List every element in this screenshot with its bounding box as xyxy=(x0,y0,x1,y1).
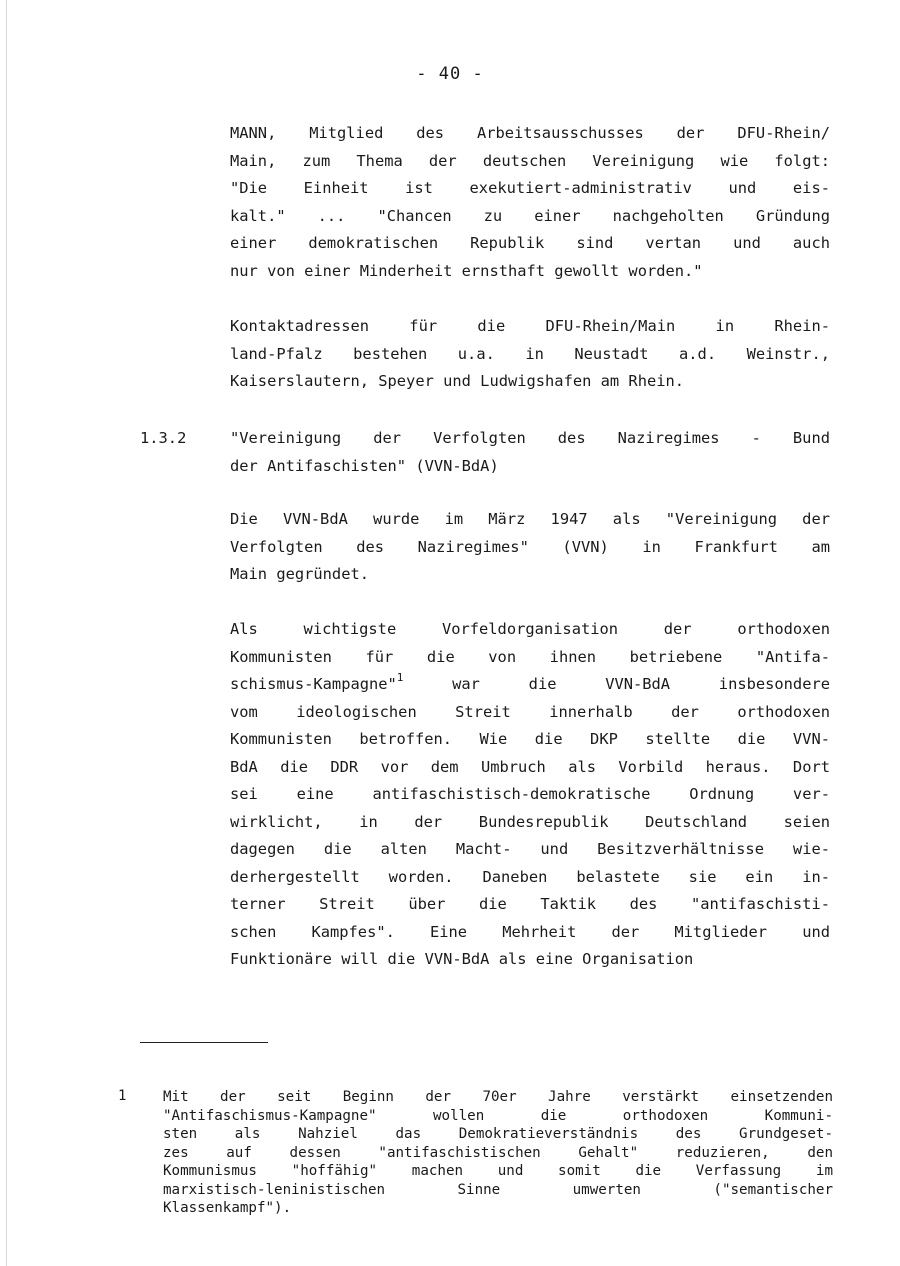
text-line: MANN, Mitglied des Arbeitsausschusses der DFU-Rhein/ xyxy=(230,124,830,142)
text-line: dagegen die alten Macht- und Besitzverhältnisse wie- xyxy=(230,840,830,858)
text-line: Die VVN-BdA wurde im März 1947 als "Vereinigung der xyxy=(230,510,830,528)
text-line: Kaiserslautern, Speyer und Ludwigshafen am Rhein. xyxy=(230,372,685,390)
footnote-marker: 1 xyxy=(118,1088,127,1104)
text-line: Verfolgten des Naziregimes" (VVN) in Frankfurt am xyxy=(230,537,830,556)
footnote-line: zes auf dessen "antifaschistischen Gehalt" reduzieren, den xyxy=(163,1144,833,1161)
text-fragment: schismus-Kampagne" xyxy=(230,675,397,693)
text-line: vom ideologischen Streit innerhalb der orthodoxen xyxy=(230,702,830,721)
text-line: Kommunisten betroffen. Wie die DKP stellte die VVN- xyxy=(230,730,830,748)
text-line: Funktionäre will die VVN-BdA als eine Organisation xyxy=(230,950,694,968)
page-number: - 40 - xyxy=(416,64,484,84)
heading-line: "Vereinigung der Verfolgten des Naziregimes - Bund xyxy=(230,429,830,447)
text-line: Kontaktadressen für die DFU-Rhein/Main in Rhein- xyxy=(230,317,830,335)
paragraph-quote xyxy=(230,120,830,285)
text-line: sei eine antifaschistisch-demokratische Ordnung ver- xyxy=(230,785,830,803)
text-line: kalt." ... "Chancen zu einer nachgeholten Gründung xyxy=(230,206,830,225)
text-line: derhergestellt worden. Daneben belastete sie ein in- xyxy=(230,867,830,886)
footnote-text xyxy=(163,1088,833,1218)
footnote-separator xyxy=(140,1042,268,1043)
footnote-line: sten als Nahziel das Demokratieverständnis des Grundgeset- xyxy=(163,1126,833,1142)
text-line: Main, zum Thema der deutschen Vereinigung wie folgt: xyxy=(230,151,830,170)
text-line: nur von einer Minderheit ernsthaft gewollt worden." xyxy=(230,261,703,280)
text-line: Kommunisten für die von ihnen betriebene "Antifa- xyxy=(230,647,830,666)
footnote-line: Mit der seit Beginn der 70er Jahre verstärkt einsetzenden xyxy=(163,1089,833,1105)
text-line: "Die Einheit ist exekutiert-administrativ und eis- xyxy=(230,179,830,197)
text-line: schen Kampfes". Eine Mehrheit der Mitglieder und xyxy=(230,922,830,941)
paragraph-main xyxy=(230,616,830,974)
footnote-line: "Antifaschismus-Kampagne" wollen die orthodoxen Kommuni- xyxy=(163,1107,833,1124)
section-heading xyxy=(230,425,830,480)
text-line: BdA die DDR vor dem Umbruch als Vorbild heraus. Dort xyxy=(230,757,830,776)
text-line: land-Pfalz bestehen u.a. in Neustadt a.d. Weinstr., xyxy=(230,344,830,363)
heading-line: der Antifaschisten" (VVN-BdA) xyxy=(230,456,499,475)
section-number: 1.3.2 xyxy=(140,429,187,447)
footnote-line: marxistisch-leninistischen Sinne umwerten ("semantischer xyxy=(163,1181,833,1198)
text-line: einer demokratischen Republik sind vertan und auch xyxy=(230,234,830,252)
text-line: Main gegründet. xyxy=(230,565,369,583)
footnote-reference: 1 xyxy=(396,671,404,684)
text-line: wirklicht, in der Bundesrepublik Deutschland seien xyxy=(230,812,830,831)
text-line: Als wichtigste Vorfeldorganisation der orthodoxen xyxy=(230,620,830,638)
text-fragment: war die VVN-BdA insbesondere xyxy=(403,675,830,693)
paragraph-founding xyxy=(230,506,830,589)
text-line: terner Streit über die Taktik des "antifaschisti- xyxy=(230,895,830,913)
text-line-with-footnote-ref xyxy=(230,671,830,699)
paragraph-contacts xyxy=(230,313,830,396)
footnote-line: Kommunismus "hoffähig" machen und somit die Verfassung im xyxy=(163,1163,833,1179)
page-edge xyxy=(6,0,7,1266)
footnote-line: Klassenkampf"). xyxy=(163,1200,292,1216)
